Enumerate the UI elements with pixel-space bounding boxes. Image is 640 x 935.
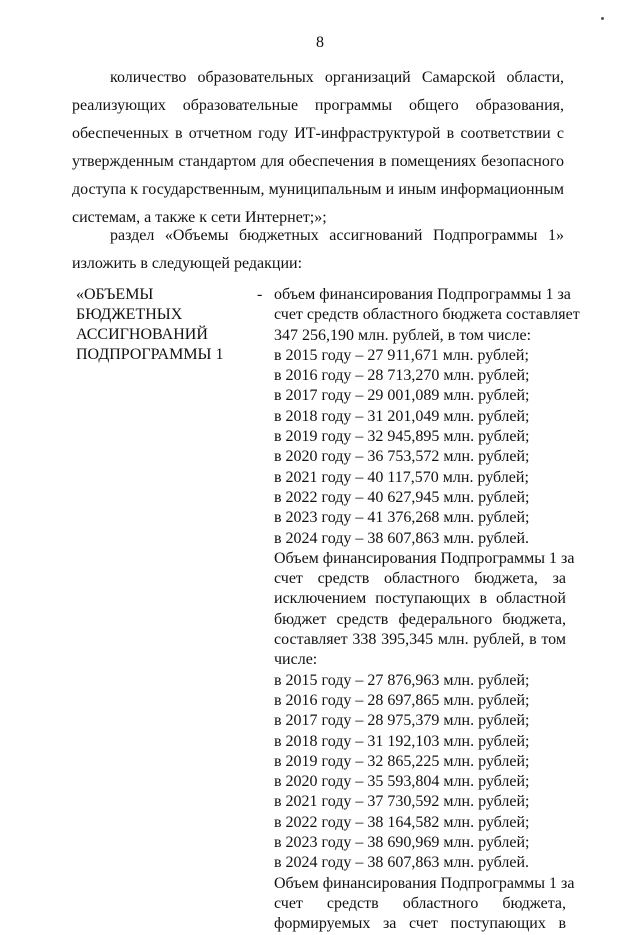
content-line: формируемых за счет поступающих в — [274, 915, 566, 933]
year-amount-line: в 2021 году – 40 117,570 млн. рублей; — [274, 468, 529, 486]
year-amount-line: в 2018 году – 31 201,049 млн. рублей; — [274, 407, 530, 425]
paragraph-line: доступа к государственным, муниципальным и иным информационным — [72, 181, 564, 198]
paragraph-line: обеспеченных в отчетном году ИТ-инфраструктурой в соответствии с — [72, 125, 564, 142]
year-amount-line: в 2024 году – 38 607,863 млн. рублей. — [274, 854, 530, 872]
year-amount-line: в 2017 году – 28 975,379 млн. рублей; — [274, 712, 530, 730]
intro-paragraph — [72, 64, 564, 232]
content-line: бюджет средств федерального бюджета, — [274, 610, 566, 628]
paragraph-line: раздел «Объемы бюджетных ассигнований Подпрограммы 1» — [110, 227, 564, 244]
dash-separator: - — [257, 286, 263, 303]
section-instruction — [72, 222, 564, 278]
year-amount-line: в 2017 году – 29 001,089 млн. рублей; — [274, 387, 530, 405]
content-line: числе: — [274, 651, 318, 669]
page-number: 8 — [316, 34, 324, 51]
paragraph-line: изложить в следующей редакции: — [72, 255, 303, 272]
year-amount-line: в 2023 году – 38 690,969 млн. рублей; — [274, 834, 530, 852]
content-line: Объем финансирования Подпрограммы 1 за — [274, 549, 575, 567]
label-line: БЮДЖЕТНЫХ — [76, 306, 183, 323]
year-amount-line: в 2023 году – 41 376,268 млн. рублей; — [274, 509, 530, 527]
content-line: счет средств областного бюджета, за — [274, 570, 566, 588]
year-amount-line: в 2020 году – 35 593,804 млн. рублей; — [274, 773, 530, 791]
paragraph-line: системам, а также к сети Интернет;»; — [72, 209, 327, 226]
year-amount-line: в 2015 году – 27 911,671 млн. рублей; — [274, 346, 529, 364]
scan-artifact — [130, 886, 310, 892]
content-line: Объем финансирования Подпрограммы 1 за — [274, 874, 575, 892]
year-amount-line: в 2021 году – 37 730,592 млн. рублей; — [274, 793, 530, 811]
paragraph-line: утвержденным стандартом для обеспечения в помещениях безопасного — [72, 153, 564, 170]
year-amount-line: в 2019 году – 32 945,895 млн. рублей; — [274, 428, 530, 446]
year-amount-line: в 2015 году – 27 876,963 млн. рублей; — [274, 671, 530, 689]
year-amount-line: в 2024 году – 38 607,863 млн. рублей. — [274, 529, 530, 547]
label-line: «ОБЪЕМЫ — [76, 286, 154, 303]
year-amount-line: в 2019 году – 32 865,225 млн. рублей; — [274, 752, 530, 770]
content-line: исключением поступающих в областной — [274, 590, 566, 608]
label-line: АССИГНОВАНИЙ — [76, 326, 208, 343]
year-amount-line: в 2016 году – 28 713,270 млн. рублей; — [274, 367, 530, 385]
year-amount-line: в 2018 году – 31 192,103 млн. рублей; — [274, 732, 530, 750]
budget-content — [274, 285, 580, 935]
content-line: счет средств областного бюджета, — [274, 894, 566, 912]
year-amount-line: в 2022 году – 38 164,582 млн. рублей; — [274, 813, 530, 831]
year-amount-line: в 2022 году – 40 627,945 млн. рублей; — [274, 488, 530, 506]
label-line: ПОДПРОГРАММЫ 1 — [76, 346, 224, 363]
content-line: объем финансирования Подпрограммы 1 за — [274, 286, 571, 303]
content-line: счет средств областного бюджета составляет — [274, 306, 580, 324]
paragraph-line: количество образовательных организаций Самарской области, — [110, 69, 564, 86]
scan-dot — [601, 17, 604, 20]
paragraph-line: реализующих образовательные программы общего образования, — [72, 97, 564, 114]
content-line: 347 256,190 млн. рублей, в том числе: — [274, 326, 532, 344]
year-amount-line: в 2016 году – 28 697,865 млн. рублей; — [274, 691, 530, 709]
content-line: составляет 338 395,345 млн. рублей, в том — [274, 631, 566, 649]
budget-label — [76, 285, 246, 365]
year-amount-line: в 2020 году – 36 753,572 млн. рублей; — [274, 448, 530, 466]
